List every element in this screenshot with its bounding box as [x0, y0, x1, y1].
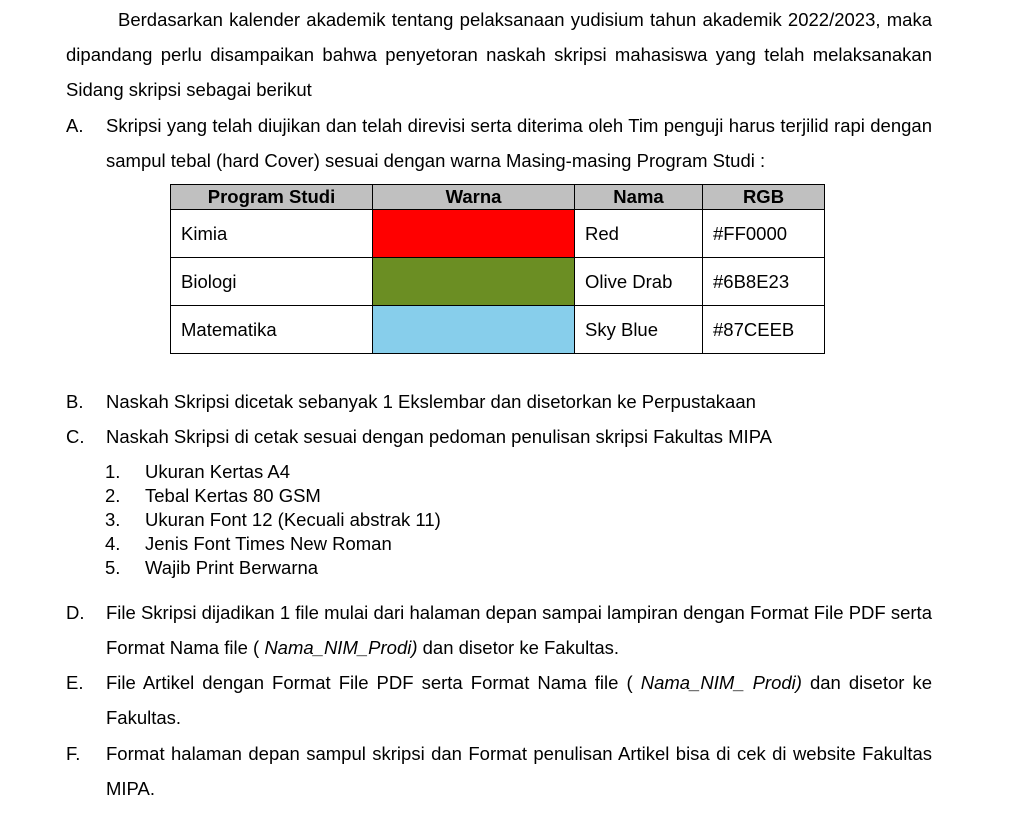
color-swatch: [373, 258, 575, 306]
item-d-letter: D.: [66, 602, 85, 623]
rgb-cell: #87CEEB: [703, 306, 825, 354]
table-header-row: [171, 185, 825, 210]
item-c: [66, 419, 932, 454]
item-e-text-after: dan disetor ke Fakultas.: [106, 672, 933, 728]
rgb-cell: #FF0000: [703, 210, 825, 258]
program-cell: Kimia: [171, 210, 373, 258]
item-a: [66, 108, 932, 178]
item-e-text-before: File Artikel dengan Format File PDF serta Format Nama file (: [106, 672, 641, 693]
item-d-text-before: File Skripsi dijadikan 1 file mulai dari halaman depan sampai lampiran dengan Format File PDF serta Format Nama file (: [106, 602, 932, 658]
header-program-studi: Program Studi: [171, 185, 373, 210]
color-name-cell: Sky Blue: [575, 306, 703, 354]
table-row: [171, 306, 825, 354]
color-swatch: [373, 306, 575, 354]
program-cell: Matematika: [171, 306, 373, 354]
color-name-cell: Olive Drab: [575, 258, 703, 306]
program-cell: Biologi: [171, 258, 373, 306]
filename-format-italic: Nama_NIM_Prodi): [264, 637, 418, 658]
list-item-number: 1.: [105, 461, 121, 482]
item-f-letter: F.: [66, 743, 81, 764]
item-a-letter: A.: [66, 115, 84, 136]
item-e-letter: E.: [66, 672, 84, 693]
table-row: [171, 258, 825, 306]
header-rgb: RGB: [703, 185, 825, 210]
item-d: [66, 595, 932, 665]
list-item-text: Tebal Kertas 80 GSM: [145, 485, 321, 506]
item-f: [66, 736, 932, 806]
item-c-text: Naskah Skripsi di cetak sesuai dengan pedoman penulisan skripsi Fakultas MIPA: [106, 426, 772, 447]
list-item-text: Ukuran Kertas A4: [145, 461, 290, 482]
rgb-cell: #6B8E23: [703, 258, 825, 306]
list-item-number: 5.: [105, 557, 121, 578]
item-a-text: Skripsi yang telah diujikan dan telah direvisi serta diterima oleh Tim penguji harus terjilid rapi dengan sampul tebal (hard Cover) sesuai dengan warna Masing-masing Program Studi :: [106, 115, 932, 171]
item-d-text: [106, 595, 932, 665]
list-item-number: 3.: [105, 509, 121, 530]
table-row: [171, 210, 825, 258]
item-b-letter: B.: [66, 391, 84, 412]
list-item-text: Ukuran Font 12 (Kecuali abstrak 11): [145, 509, 441, 530]
list-item-text: Jenis Font Times New Roman: [145, 533, 392, 554]
list-item-number: 2.: [105, 485, 121, 506]
item-c-letter: C.: [66, 426, 85, 447]
header-nama: Nama: [575, 185, 703, 210]
item-f-text: Format halaman depan sampul skripsi dan Format penulisan Artikel bisa di cek di website Fakultas MIPA.: [106, 743, 932, 799]
item-b-text: Naskah Skripsi dicetak sebanyak 1 Ekslembar dan disetorkan ke Perpustakaan: [106, 391, 756, 412]
list-item-number: 4.: [105, 533, 121, 554]
color-swatch: [373, 210, 575, 258]
item-b: [66, 384, 932, 419]
list-item-text: Wajib Print Berwarna: [145, 557, 319, 578]
program-color-table: [170, 184, 825, 354]
item-d-text-after: dan disetor ke Fakultas.: [417, 637, 620, 658]
filename-format-italic: Nama_NIM_ Prodi): [640, 672, 802, 693]
header-warna: Warna: [373, 185, 575, 210]
intro-paragraph: Berdasarkan kalender akademik tentang pelaksanaan yudisium tahun akademik 2022/2023, maka dipandang perlu disampaikan bahwa penyetoran naskah skripsi mahasiswa yang telah melaksanakan Sidang skripsi sebagai berikut: [66, 9, 932, 100]
item-e-text: [106, 665, 932, 735]
color-name-cell: Red: [575, 210, 703, 258]
item-e: [66, 665, 932, 735]
